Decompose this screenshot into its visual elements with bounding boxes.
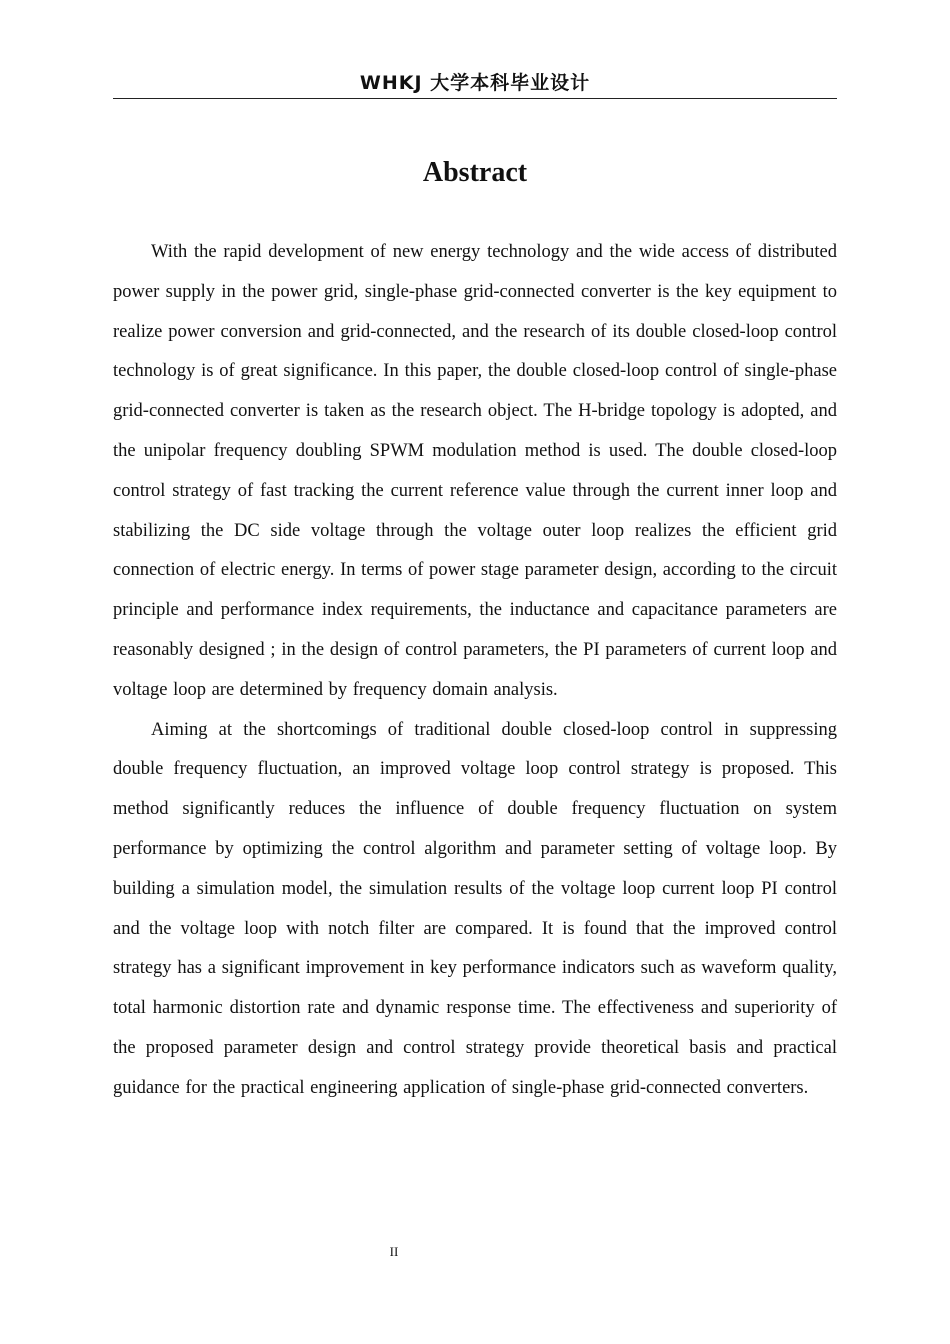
abstract-body <box>113 233 837 1109</box>
page-title: Abstract <box>422 157 528 188</box>
abstract-paragraph-1: With the rapid development of new energy technology and the wide access of distributed power supply in the power grid, single-phase grid-connected converter is the key equipment to realize power conversion and grid-connected, and the research of its double closed-loop control technology is of great significance. In this paper, the double closed-loop control of single-phase grid-connected converter is taken as the research object. The H-bridge topology is adopted, and the unipolar frequency doubling SPWM modulation method is used. The double closed-loop control strategy of fast tracking the current reference value through the current inner loop and stabilizing the DC side voltage through the voltage outer loop realizes the efficient grid connection of electric energy. In terms of power stage parameter design, according to the circuit principle and performance index requirements, the inductance and capacitance parameters are reasonably designed ; in the design of control parameters, the PI parameters of current loop and voltage loop are determined by frequency domain analysis. <box>113 242 837 700</box>
page-header-text: WHKJ 大学本科毕业设计 <box>359 72 591 94</box>
abstract-paragraph-2: Aiming at the shortcomings of traditional double closed-loop control in suppressing double frequency fluctuation, an improved voltage loop control strategy is proposed. This method significantly reduces the influence of double frequency fluctuation on system performance by optimizing the control algorithm and parameter setting of voltage loop. By building a simulation model, the simulation results of the voltage loop current loop PI control and the voltage loop with notch filter are compared. It is found that the improved control strategy has a significant improvement in key performance indicators such as waveform quality, total harmonic distortion rate and dynamic response time. The effectiveness and superiority of the proposed parameter design and control strategy provide theoretical basis and practical guidance for the practical engineering application of single-phase grid-connected converters. <box>113 719 837 1098</box>
page-number: II <box>389 1244 399 1259</box>
page-header <box>113 70 837 99</box>
